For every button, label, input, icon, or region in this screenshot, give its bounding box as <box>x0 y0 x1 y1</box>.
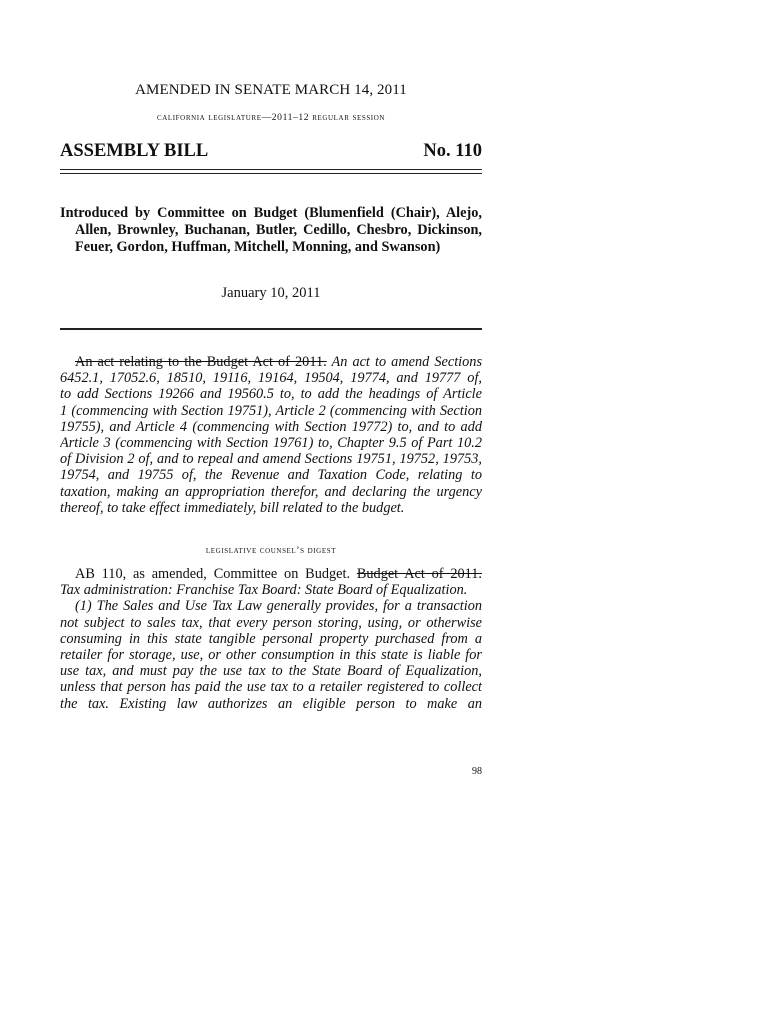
digest-line: unless that person has paid the use tax to a retailer registered to collect <box>60 679 482 696</box>
amended-notice: AMENDED IN SENATE MARCH 14, 2011 <box>135 82 407 98</box>
act-line <box>60 354 482 370</box>
act-line: thereof, to take effect immediately, bill related to the budget. <box>60 499 405 516</box>
introduced-by <box>60 205 482 256</box>
act-line: 19754, and 19755 of, the Revenue and Taxation Code, relating to <box>60 467 482 484</box>
digest-line: not subject to sales tax, that every person storing, using, or otherwise <box>60 614 482 631</box>
act-line: to add Sections 19266 and 19560.5 to, to add the headings of Article <box>60 386 482 403</box>
page-number: 98 <box>472 766 482 777</box>
digest-plain-text: AB 110, as amended, Committee on Budget. <box>75 566 351 582</box>
introduced-line: Allen, Brownley, Buchanan, Butler, Cedillo, Chesbro, Dickinson, <box>75 222 482 238</box>
act-line: 1 (commencing with Section 19751), Article 2 (commencing with Section <box>60 402 482 419</box>
act-line: 6452.1, 17052.6, 18510, 19116, 19164, 19504, 19774, and 19777 of, <box>60 370 482 387</box>
digest-heading: legislative counsel’s digest <box>205 545 337 556</box>
digest-line: Tax administration: Franchise Tax Board: State Board of Equalization. <box>60 582 468 599</box>
bill-title-row <box>60 141 482 162</box>
struck-text: Budget Act of 2011. <box>356 566 482 582</box>
digest-line: retailer for storage, use, or other consumption in this state is liable for <box>60 647 482 664</box>
act-line: 19755), and Article 4 (commencing with Section 19772) to, and to add <box>60 418 482 435</box>
act-title <box>60 354 482 516</box>
bill-number: No. 110 <box>423 141 482 161</box>
act-line: Article 3 (commencing with Section 19761) to, Chapter 9.5 of Part 10.2 <box>60 435 482 452</box>
act-line: taxation, making an appropriation therefor, and declaring the urgency <box>60 483 482 500</box>
double-rule-divider <box>60 169 482 174</box>
bill-type: ASSEMBLY BILL <box>60 141 209 161</box>
act-line: of Division 2 of, and to repeal and amend Sections 19751, 19752, 19753, <box>60 451 482 468</box>
rule-divider <box>60 328 482 330</box>
digest-line: the tax. Existing law authorizes an eligible person to make an <box>60 695 482 712</box>
digest-line: (1) The Sales and Use Tax Law generally provides, for a transaction <box>75 598 482 615</box>
legislative-digest <box>60 566 482 712</box>
session-line: california legislature—2011–12 regular session <box>156 112 386 123</box>
digest-line: consuming in this state tangible personal property purchased from a <box>60 630 482 647</box>
digest-line: use tax, and must pay the use tax to the State Board of Equalization, <box>60 663 482 680</box>
inserted-text: An act to amend Sections <box>326 354 482 370</box>
struck-text: An act relating to the Budget Act of 2011. <box>75 354 327 370</box>
introduced-line: Introduced by Committee on Budget (Blumenfield (Chair), Alejo, <box>60 205 482 221</box>
digest-line <box>60 566 482 582</box>
introduced-date: January 10, 2011 <box>221 285 321 301</box>
introduced-line: Feuer, Gordon, Huffman, Mitchell, Monning, and Swanson) <box>75 239 441 255</box>
